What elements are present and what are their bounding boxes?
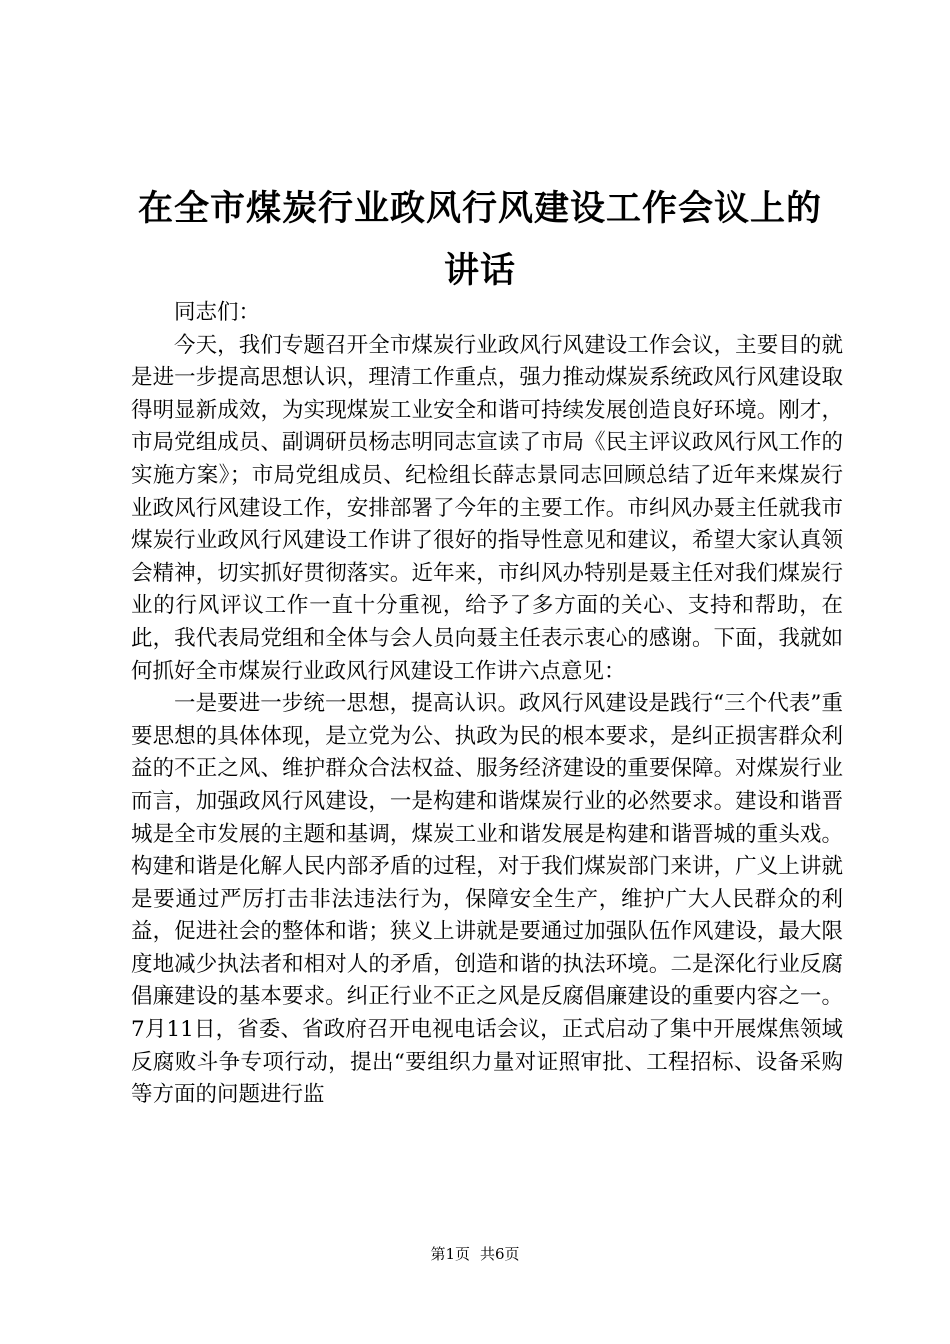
body-paragraph: 今天，我们专题召开全市煤炭行业政风行风建设工作会议，主要目的就是进一步提高思想认识，理清工作重点，强力推动煤炭系统政风行风建设取得明显新成效，为实现煤炭工业安全和谐可持续发展创造良好环境。刚才，市局党组成员、副调研员杨志明同志宣读了市局《民主评议政风行风工作的实施方案》；市局党组成员、纪检组长薛志景同志回顾总结了近年来煤炭行业政风行风建设工作，安排部署了今年的主要工作。市纠风办聂主任就我市煤炭行业政风行风建设工作讲了很好的指导性意见和建议，希望大家认真领会精神，切实抓好贯彻落实。近年来，市纠风办特别是聂主任对我们煤炭行业的行风评议工作一直十分重视，给予了多方面的关心、支持和帮助，在此，我代表局党组和全体与会人员向聂主任表示衷心的感谢。下面，我就如何抓好全市煤炭行业政风行风建设工作讲六点意见： [131, 332, 843, 684]
salutation: 同志们： [174, 300, 261, 325]
document-title: 在全市煤炭行业政风行风建设工作会议上的讲话 [137, 189, 822, 291]
page-footer [0, 1244, 950, 1264]
body-paragraph: 一是要进一步统一思想，提高认识。政风行风建设是践行“三个代表”重要思想的具体体现，是立党为公、执政为民的根本要求，是纠正损害群众利益的不正之风、维护群众合法权益、服务经济建设的重要保障。对煤炭行业而言，加强政风行风建设，一是构建和谐煤炭行业的必然要求。建设和谐晋城是全市发展的主题和基调，煤炭工业和谐发展是构建和谐晋城的重头戏。构建和谐是化解人民内部矛盾的过程，对于我们煤炭部门来讲，广义上讲就是要通过严厉打击非法违法行为，保障安全生产，维护广大人民群众的利益，促进社会的整体和谐；狭义上讲就是要通过加强队伍作风建设，最大限度地减少执法者和相对人的矛盾，创造和谐的执法环境。二是深化行业反腐倡廉建设的基本要求。纠正行业不正之风是反腐倡廉建设的重要内容之一。7月11日，省委、省政府召开电视电话会议，正式启动了集中开展煤焦领域反腐败斗争专项行动，提出“要组织力量对证照审批、工程招标、设备采购等方面的问题进行监 [131, 691, 843, 1108]
document-body [131, 297, 843, 1112]
page-total: 共6页 [480, 1245, 520, 1263]
page-number: 第1页 [430, 1245, 470, 1263]
